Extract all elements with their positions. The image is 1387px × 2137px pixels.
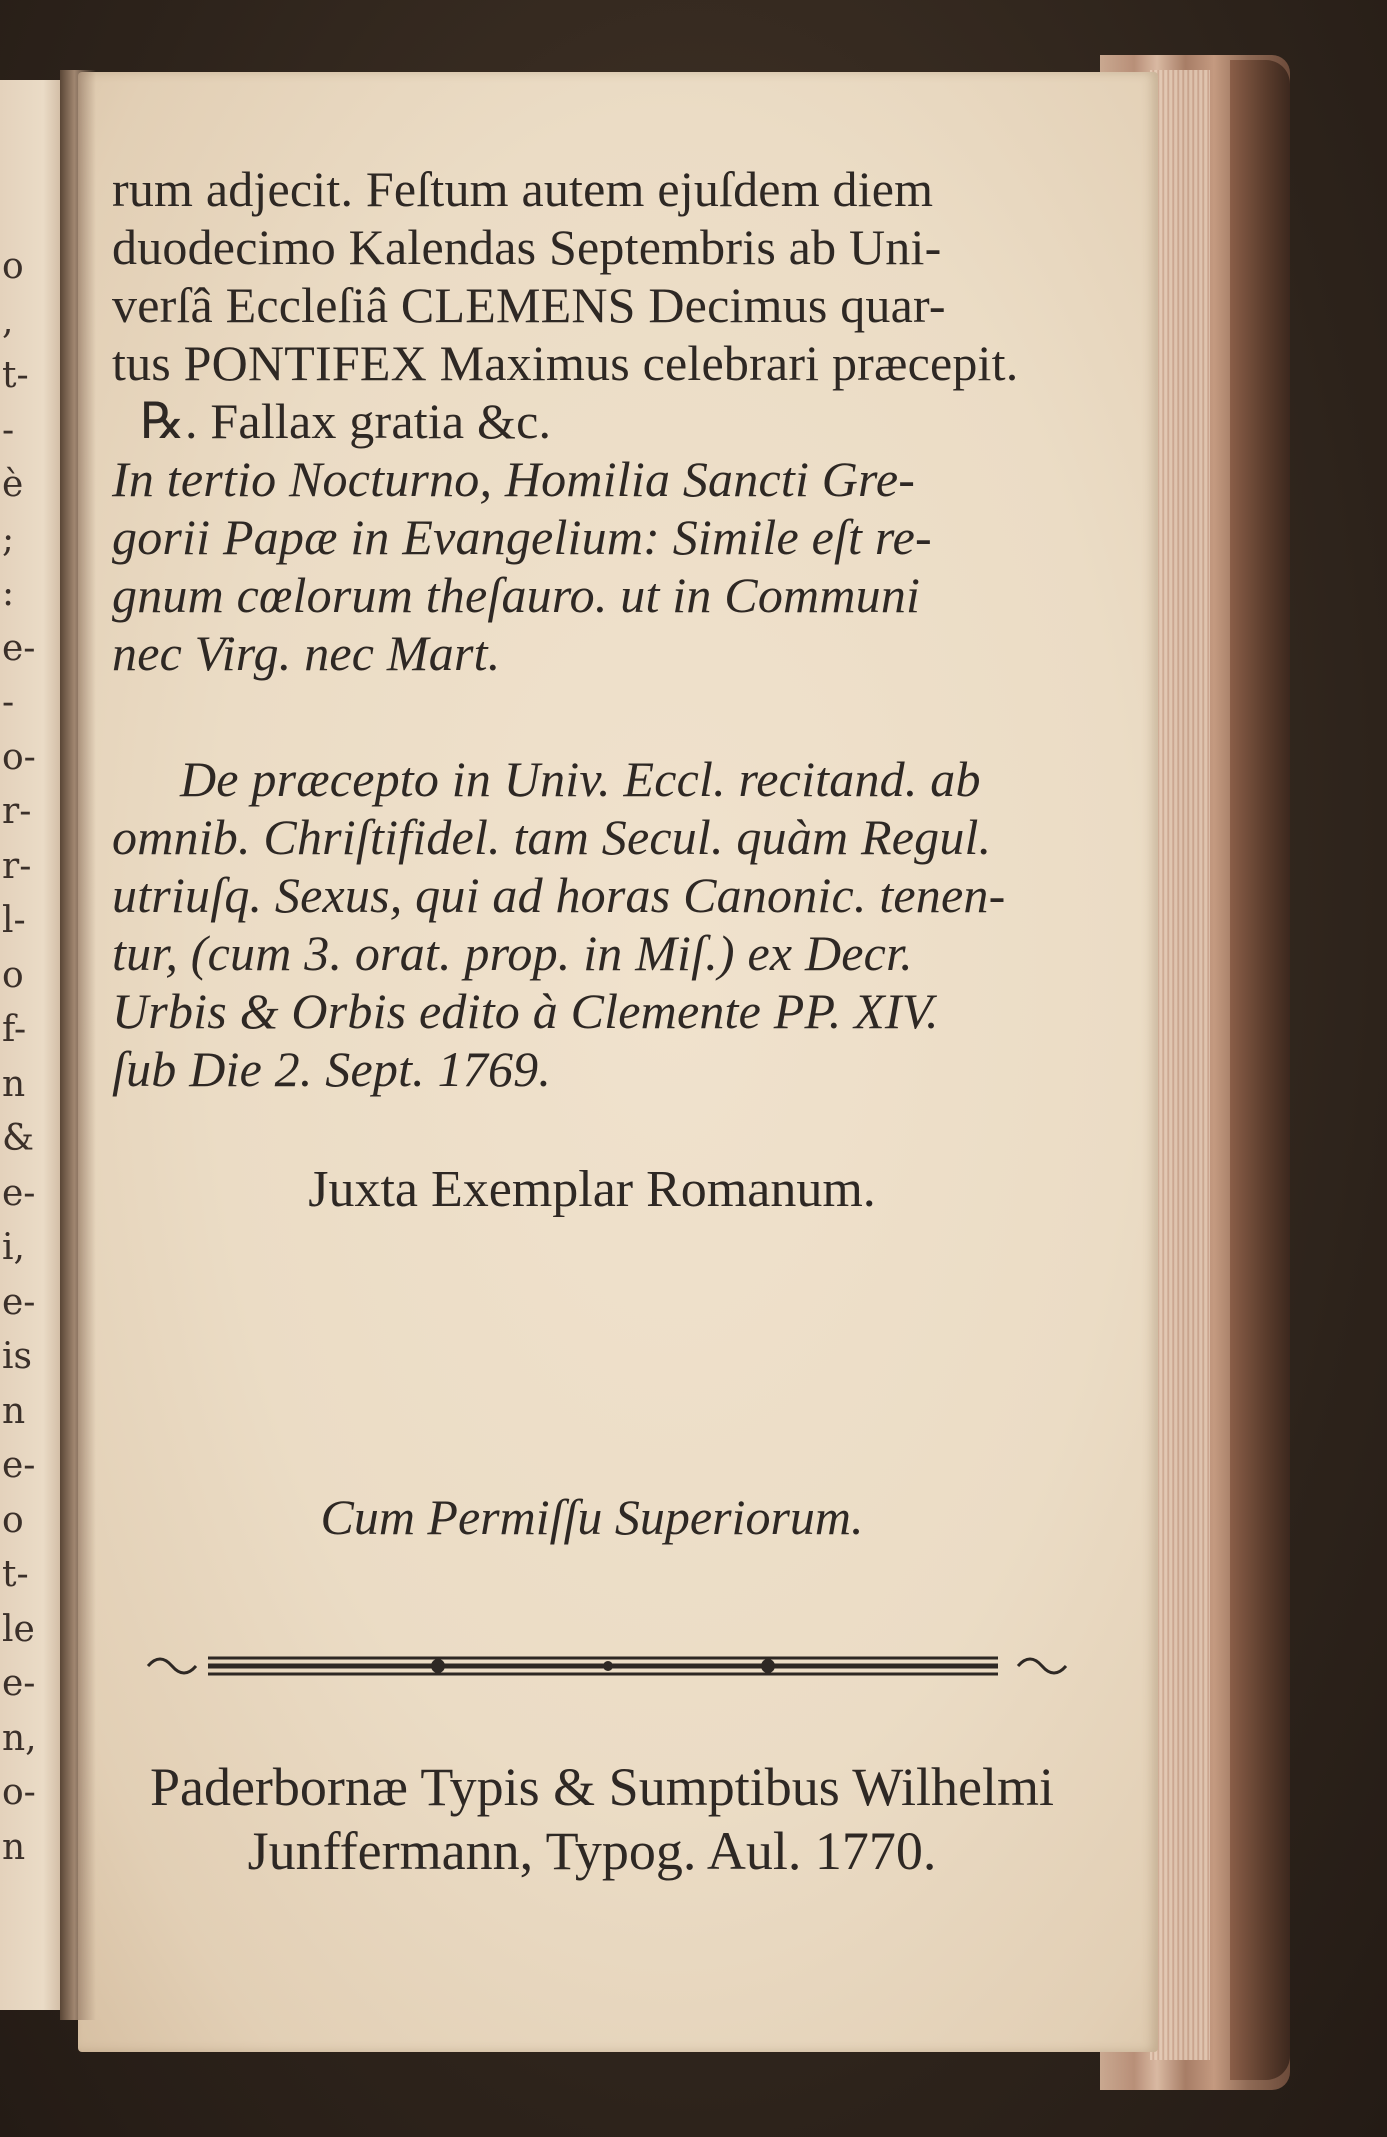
imprint-line-2: Junffermann, Typog. Aul. 1770.: [247, 1821, 937, 1881]
left-page-fragment: -: [2, 409, 15, 451]
left-page-fragment: e-: [2, 1172, 36, 1214]
decree-line-5: Urbis & Orbis edito à Clemente PP. XIV.: [112, 983, 939, 1039]
page-stack: [1150, 70, 1210, 2060]
left-page-fragment: r-: [2, 791, 32, 832]
decree-line-1: De præcepto in Univ. Eccl. recitand. ab: [180, 751, 981, 807]
left-page-fragment: l-: [2, 900, 26, 941]
left-page-fragment: o-: [2, 1772, 36, 1813]
body-line-4: tus PONTIFEX Maximus celebrari præcepit.: [112, 335, 1019, 391]
left-page-fragment: e-: [2, 1445, 36, 1486]
exemplar-line: Juxta Exemplar Romanum.: [308, 1161, 876, 1218]
left-page-fragment: &: [2, 1118, 35, 1159]
left-page-fragment: e-: [2, 627, 36, 669]
left-page-fragment: e-: [2, 1281, 36, 1323]
response-line: ℞. Fallax gratia &c.: [140, 393, 552, 449]
left-page-fragment: t-: [2, 355, 29, 396]
permission-line: Cum Permiſſu Superiorum.: [320, 1489, 864, 1545]
body-line-2: duodecimo Kalendas Septembris ab Uni-: [112, 219, 942, 275]
left-page-fragment: e-: [2, 1663, 36, 1704]
left-page-fragment: o-: [2, 736, 36, 778]
left-page-fragment: o: [2, 246, 24, 287]
left-page-fragment: è: [2, 464, 24, 505]
body-line-1: rum adjecit. Feſtum autem ejuſdem diem: [112, 161, 934, 217]
left-page-fragment: n: [2, 1063, 26, 1105]
left-page-fragment: ,: [2, 300, 14, 342]
decree-line-3: utriuſq. Sexus, qui ad horas Canonic. tenen-: [112, 867, 1006, 923]
nocturn-line-1: In tertio Nocturno, Homilia Sancti Gre-: [112, 451, 916, 507]
gutter-shadow: [60, 70, 96, 2020]
left-page-fragment: f-: [2, 1009, 27, 1050]
left-page-fragment: r-: [2, 845, 32, 887]
left-page-fragment: is: [2, 1336, 32, 1377]
left-page-fragment: i,: [2, 1227, 25, 1268]
decree-line-6: ſub Die 2. Sept. 1769.: [112, 1041, 552, 1097]
left-page-fragment: ;: [2, 518, 15, 560]
body-line-3: verſâ Eccleſiâ CLEMENS Decimus quar-: [112, 277, 946, 333]
book-cover-edge: [1230, 60, 1290, 2080]
left-page-text: [2, 240, 62, 1875]
left-page-fragment: n: [2, 1390, 26, 1432]
left-page-fragment: :: [2, 573, 15, 614]
left-page-fragment: -: [2, 682, 15, 723]
left-page-fragment: n,: [2, 1717, 37, 1759]
decree-line-4: tur, (cum 3. orat. prop. in Miſ.) ex Decr.: [112, 925, 913, 981]
nocturn-line-3: gnum cœlorum theſauro. ut in Communi: [112, 567, 921, 623]
nocturn-line-2: gorii Papæ in Evangelium: Simile eſt re-: [112, 509, 932, 565]
left-page-fragment: le: [2, 1608, 35, 1650]
nocturn-line-4: nec Virg. nec Mart.: [112, 625, 501, 681]
imprint-line-1: Paderbornæ Typis & Sumptibus Wilhelmi: [149, 1757, 1055, 1817]
left-page-fragment: n: [2, 1826, 26, 1868]
ornamental-rule: [138, 1648, 1078, 1684]
left-page-fragment: o: [2, 954, 24, 996]
left-page-fragment: t-: [2, 1554, 29, 1595]
left-page-fragment: o: [2, 1499, 24, 1541]
decree-line-2: omnib. Chriſtifidel. tam Secul. quàm Regul.: [112, 809, 992, 865]
